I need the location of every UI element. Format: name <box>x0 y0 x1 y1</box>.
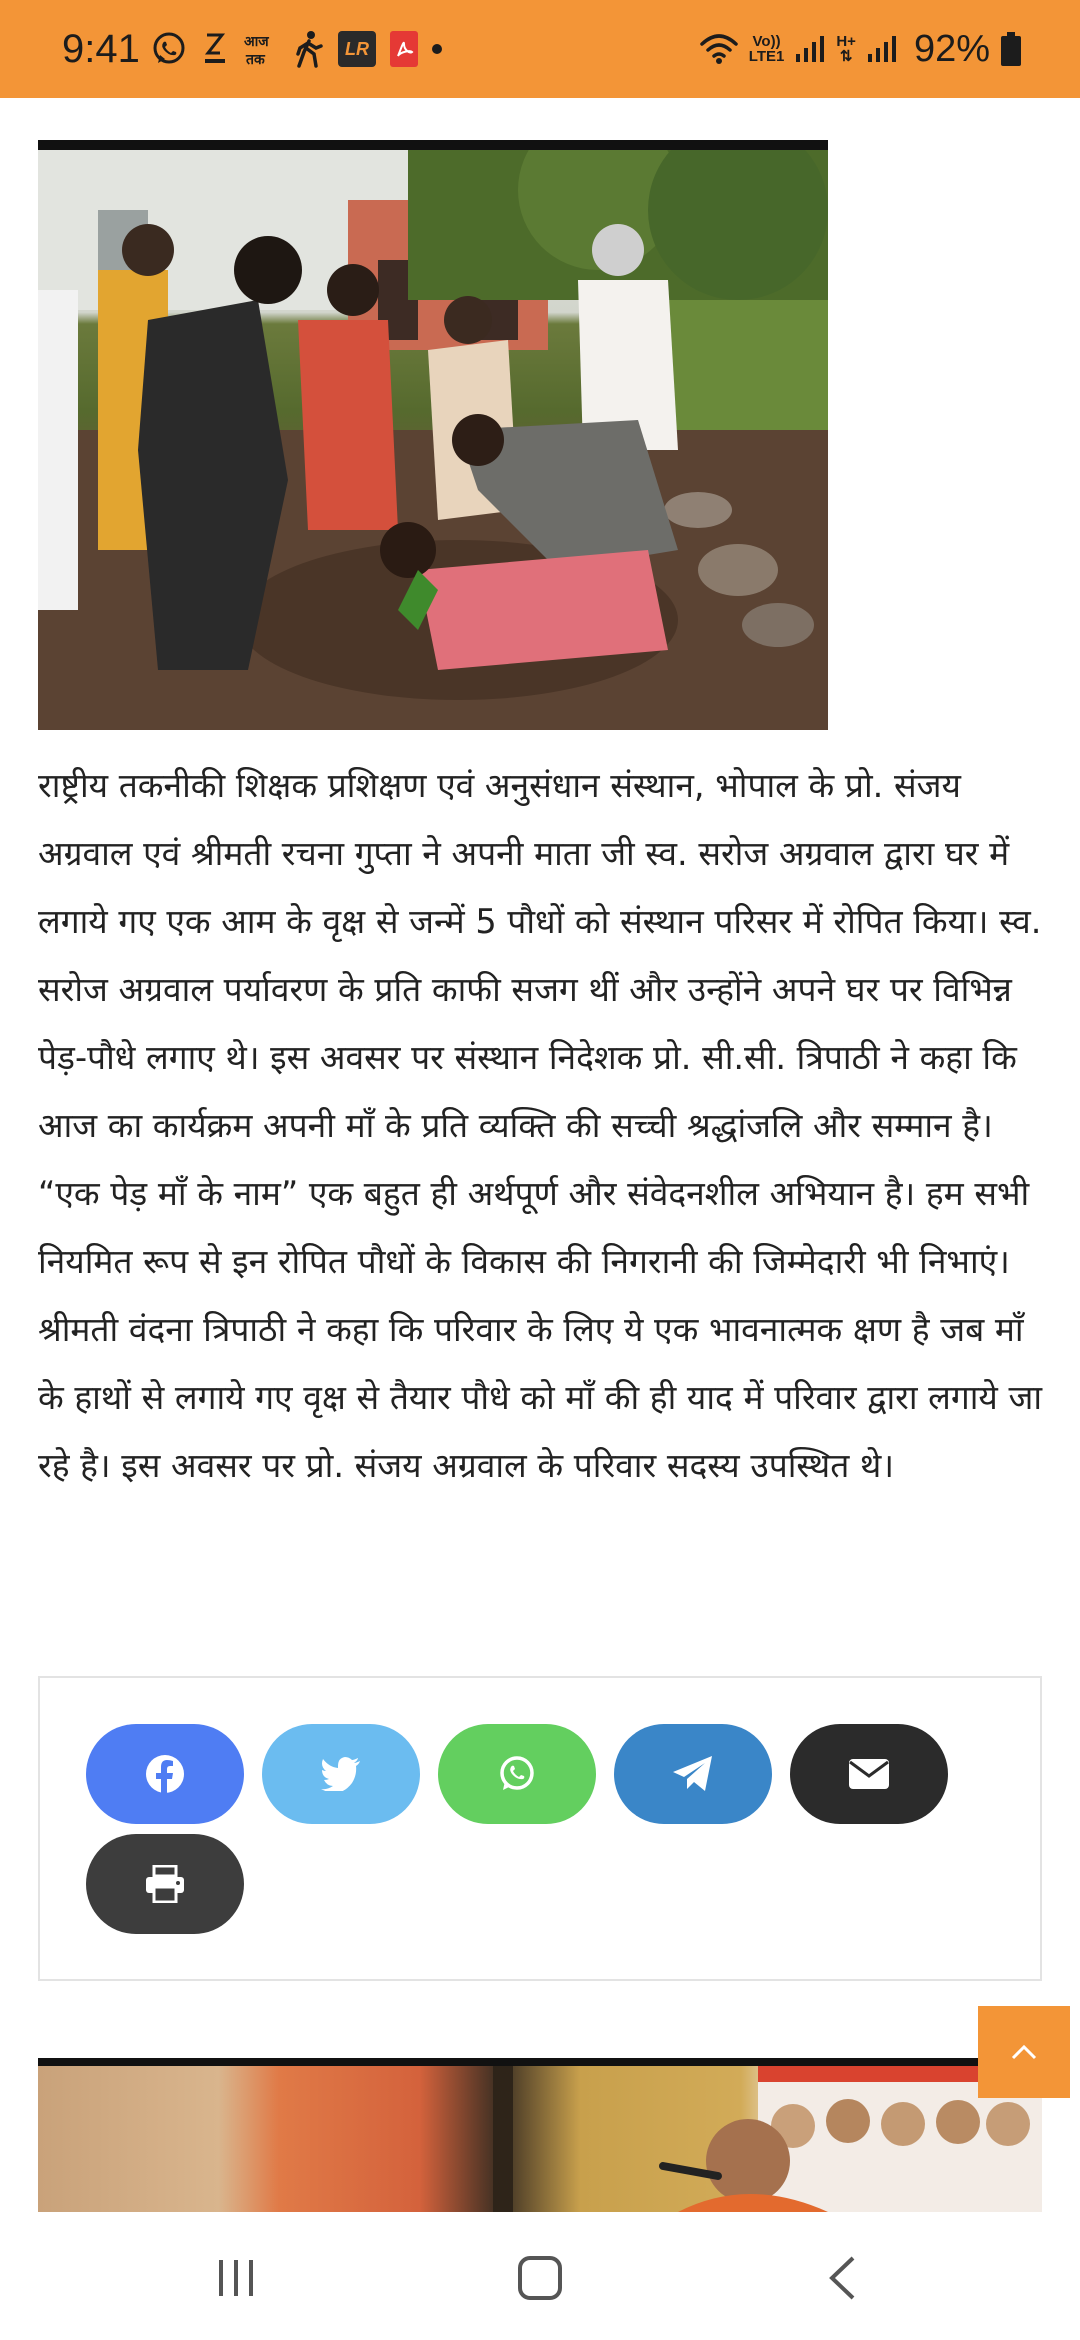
article-body: राष्ट्रीय तकनीकी शिक्षक प्रशिक्षण एवं अनुसंधान संस्थान, भोपाल के प्रो. संजय अग्रवाल एवं श्रीमती रचना गुप्ता ने अपनी माता जी स्व. सरोज अग्रवाल द्वारा घर में लगाये गए एक आम के वृक्ष से जन्में 5 पौधों को संस्थान परिसर में रोपित किया। स्व. सरोज अग्रवाल पर्यावरण के प्रति काफी सजग थीं और उन्होंने अपने घर पर विभिन्न पेड़-पौधे लगाए थे। इस अवसर पर संस्थान निदेशक प्रो. सी.सी. त्रिपाठी ने कहा कि आज का कार्यक्रम अपनी माँ के प्रति व्यक्ति की सच्ची श्रद्धांजलि और सम्मान है। “एक पेड़ माँ के नाम” एक बहुत ही अर्थपूर्ण और संवेदनशील अभियान है। हम सभी नियमित रूप से इन रोपित पौधों के विकास की निगरानी की जिम्मेदारी भी निभाएं। श्रीमती वंदना त्रिपाठी ने कहा कि परिवार के लिए ये एक भावनात्मक क्षण है जब माँ के हाथों से लगाये गए वृक्ष से तैयार पौधे को माँ की ही याद में परिवार द्वारा लगाये जा रहे है। इस अवसर पर प्रो. संजय अग्रवाल के परिवार सदस्य उपस्थित थे। <box>38 766 1043 1485</box>
lr-label: LR <box>345 38 369 59</box>
navigation-bar <box>0 2212 1080 2340</box>
article-photo <box>38 140 828 730</box>
battery-icon <box>1000 31 1022 67</box>
volte-label: Vo)) LTE1 <box>748 33 785 65</box>
dot-icon <box>432 44 442 54</box>
email-share-button[interactable] <box>790 1724 948 1824</box>
envelope-icon <box>848 1758 890 1790</box>
walking-icon <box>294 30 324 68</box>
news-icon <box>202 31 228 67</box>
printer-icon <box>145 1865 185 1903</box>
status-bar <box>0 0 1080 98</box>
back-to-top-button[interactable] <box>978 2006 1070 2098</box>
notification-icons <box>150 0 442 98</box>
facebook-share-button[interactable] <box>86 1724 244 1824</box>
svg-text:तक: तक <box>246 52 265 68</box>
signal-2-icon <box>866 34 898 64</box>
recent-apps-button[interactable] <box>206 2248 266 2308</box>
facebook-icon <box>145 1754 185 1794</box>
next-article-photo[interactable] <box>38 2058 1042 2212</box>
whatsapp-icon <box>150 30 188 68</box>
whatsapp-share-button[interactable] <box>438 1724 596 1824</box>
telegram-icon <box>672 1755 714 1793</box>
lr-icon <box>338 31 376 67</box>
print-button[interactable] <box>86 1834 244 1934</box>
back-icon <box>827 2255 857 2301</box>
whatsapp-icon <box>497 1754 537 1794</box>
twitter-share-button[interactable] <box>262 1724 420 1824</box>
pdf-icon <box>390 31 418 67</box>
hplus-label: H+ ⇅ <box>836 33 856 65</box>
svg-text:आज: आज <box>244 34 269 50</box>
twitter-icon <box>321 1757 361 1791</box>
wifi-icon <box>699 32 739 66</box>
system-status <box>699 0 1022 98</box>
aaj-tak-icon <box>242 30 280 68</box>
recent-apps-icon <box>214 2258 258 2298</box>
share-box <box>38 1676 1042 1981</box>
status-time: 9:41 <box>62 27 140 71</box>
home-button[interactable] <box>510 2248 570 2308</box>
telegram-share-button[interactable] <box>614 1724 772 1824</box>
back-button[interactable] <box>812 2248 872 2308</box>
signal-icon <box>794 34 826 64</box>
home-icon <box>517 2255 563 2301</box>
battery-percent: 92% <box>913 27 990 70</box>
chevron-up-icon <box>1011 2044 1037 2060</box>
